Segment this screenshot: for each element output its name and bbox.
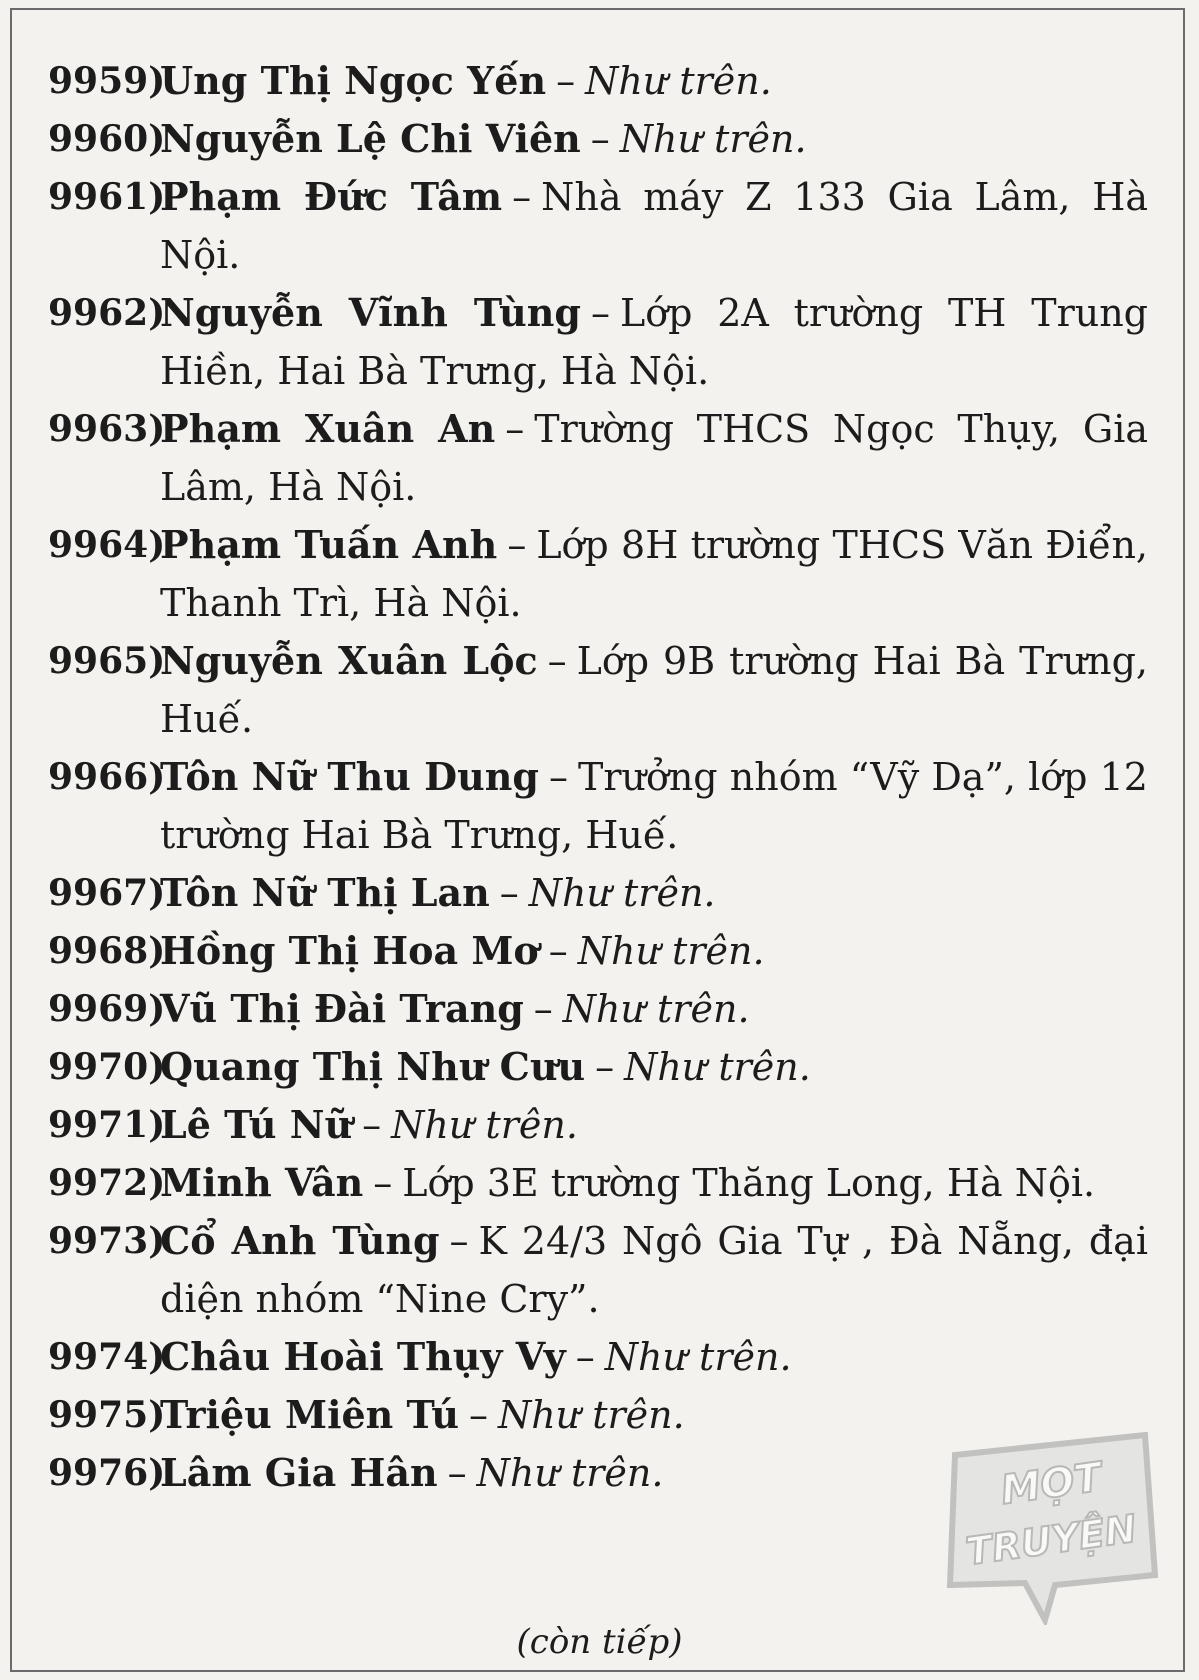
entry-name: Cổ Anh Tùng bbox=[160, 1218, 440, 1263]
entry-desc: Như trên. bbox=[391, 1103, 578, 1147]
entry-number: 9976) bbox=[48, 1452, 166, 1494]
entry-number: 9973) bbox=[48, 1220, 166, 1262]
entry-name: Vũ Thị Đài Trang bbox=[160, 986, 524, 1031]
list-item: 9975) Triệu Miên Tú – Như trên. bbox=[48, 1386, 1148, 1444]
svg-text:TRUYỆN: TRUYỆN bbox=[963, 1506, 1140, 1574]
entry-desc: Lớp 2A trường TH Trung Hiền, Hai Bà Trưng, Hà Nội. bbox=[160, 291, 1149, 393]
entry-number: 9959) bbox=[48, 60, 166, 102]
entry-number: 9962) bbox=[48, 292, 166, 334]
entry-name: Nguyễn Vĩnh Tùng bbox=[160, 290, 582, 335]
list-item: 9962) Nguyễn Vĩnh Tùng – Lớp 2A trường TH Trung Hiền, Hai Bà Trưng, Hà Nội. bbox=[48, 284, 1148, 400]
entry-number: 9974) bbox=[48, 1336, 166, 1378]
entry-name: Nguyễn Xuân Lộc bbox=[160, 638, 538, 683]
svg-text:MỌT: MỌT bbox=[997, 1454, 1105, 1514]
list-item: 9966) Tôn Nữ Thu Dung – Trưởng nhóm “Vỹ Dạ”, lớp 12 trường Hai Bà Trưng, Huế. bbox=[48, 748, 1148, 864]
list-item: 9960) Nguyễn Lệ Chi Viên – Như trên. bbox=[48, 110, 1148, 168]
list-item: 9967) Tôn Nữ Thị Lan – Như trên. bbox=[48, 864, 1148, 922]
entry-number: 9972) bbox=[48, 1162, 166, 1204]
list-item: 9964) Phạm Tuấn Anh – Lớp 8H trường THCS Văn Điển, Thanh Trì, Hà Nội. bbox=[48, 516, 1148, 632]
entry-number: 9961) bbox=[48, 176, 166, 218]
continued-note: (còn tiếp) bbox=[516, 1622, 683, 1662]
entry-desc: Như trên. bbox=[619, 117, 807, 161]
entry-desc: Lớp 3E trường Thăng Long, Hà Nội. bbox=[402, 1161, 1096, 1205]
list-item: 9963) Phạm Xuân An – Trường THCS Ngọc Thụy, Gia Lâm, Hà Nội. bbox=[48, 400, 1148, 516]
entry-name: Phạm Tuấn Anh bbox=[160, 522, 498, 567]
list-item: 9969) Vũ Thị Đài Trang – Như trên. bbox=[48, 980, 1148, 1038]
entry-desc: Như trên. bbox=[577, 929, 765, 973]
entry-desc: Như trên. bbox=[624, 1045, 811, 1089]
entry-number: 9968) bbox=[48, 930, 166, 972]
entry-number: 9975) bbox=[48, 1394, 166, 1436]
entry-desc: Như trên. bbox=[604, 1335, 792, 1379]
entry-name: Quang Thị Như Cưu bbox=[160, 1044, 586, 1089]
entry-name: Phạm Đức Tâm bbox=[160, 174, 503, 219]
list-item: 9972) Minh Vân – Lớp 3E trường Thăng Long, Hà Nội. bbox=[48, 1154, 1148, 1212]
list-item: 9971) Lê Tú Nữ – Như trên. bbox=[48, 1096, 1148, 1154]
watermark-logo bbox=[935, 1425, 1165, 1625]
entry-name: Tôn Nữ Thu Dung bbox=[160, 754, 539, 799]
entry-number: 9970) bbox=[48, 1046, 166, 1088]
entry-number: 9965) bbox=[48, 640, 166, 682]
entry-desc: Trưởng nhóm “Vỹ Dạ”, lớp 12 trường Hai Bà Trưng, Huế. bbox=[160, 755, 1148, 857]
list-item: 9970) Quang Thị Như Cưu – Như trên. bbox=[48, 1038, 1148, 1096]
entry-name: Minh Vân bbox=[160, 1160, 364, 1205]
entry-name: Châu Hoài Thụy Vy bbox=[160, 1334, 566, 1379]
entry-desc: Lớp 9B trường Hai Bà Trưng, Huế. bbox=[160, 639, 1148, 741]
entry-desc: Như trên. bbox=[585, 59, 772, 103]
entry-name: Ung Thị Ngọc Yến bbox=[160, 58, 547, 103]
entry-name: Triệu Miên Tú bbox=[160, 1392, 459, 1437]
entry-desc: Nhà máy Z 133 Gia Lâm, Hà Nội. bbox=[160, 175, 1149, 277]
list-item: 9976) Lâm Gia Hân – Như trên. bbox=[48, 1444, 1148, 1502]
entry-list bbox=[48, 52, 1148, 1502]
entry-desc: Lớp 8H trường THCS Văn Điển, Thanh Trì, Hà Nội. bbox=[160, 523, 1148, 625]
list-item: 9959) Ung Thị Ngọc Yến – Như trên. bbox=[48, 52, 1148, 110]
list-item: 9965) Nguyễn Xuân Lộc – Lớp 9B trường Hai Bà Trưng, Huế. bbox=[48, 632, 1148, 748]
list-item: 9973) Cổ Anh Tùng – K 24/3 Ngô Gia Tự , Đà Nẵng, đại diện nhóm “Nine Cry”. bbox=[48, 1212, 1148, 1328]
entry-desc: K 24/3 Ngô Gia Tự , Đà Nẵng, đại diện nhóm “Nine Cry”. bbox=[160, 1219, 1148, 1321]
entry-name: Phạm Xuân An bbox=[160, 406, 496, 451]
entry-number: 9969) bbox=[48, 988, 166, 1030]
entry-desc: Trường THCS Ngọc Thụy, Gia Lâm, Hà Nội. bbox=[160, 407, 1149, 509]
entry-number: 9971) bbox=[48, 1104, 166, 1146]
entry-desc: Như trên. bbox=[528, 871, 716, 915]
list-item: 9968) Hồng Thị Hoa Mơ – Như trên. bbox=[48, 922, 1148, 980]
entry-name: Tôn Nữ Thị Lan bbox=[160, 870, 490, 915]
entry-number: 9966) bbox=[48, 756, 166, 798]
entry-desc: Như trên. bbox=[562, 987, 750, 1031]
entry-desc: Như trên. bbox=[497, 1393, 685, 1437]
entry-name: Lê Tú Nữ bbox=[160, 1102, 353, 1147]
entry-number: 9963) bbox=[48, 408, 166, 450]
entry-number: 9960) bbox=[48, 118, 166, 160]
entry-name: Lâm Gia Hân bbox=[160, 1450, 438, 1495]
list-item: 9961) Phạm Đức Tâm – Nhà máy Z 133 Gia Lâm, Hà Nội. bbox=[48, 168, 1148, 284]
list-item: 9974) Châu Hoài Thụy Vy – Như trên. bbox=[48, 1328, 1148, 1386]
entry-number: 9964) bbox=[48, 524, 166, 566]
entry-name: Nguyễn Lệ Chi Viên bbox=[160, 116, 581, 161]
entry-number: 9967) bbox=[48, 872, 166, 914]
entry-desc: Như trên. bbox=[476, 1451, 664, 1495]
entry-name: Hồng Thị Hoa Mơ bbox=[160, 928, 539, 973]
